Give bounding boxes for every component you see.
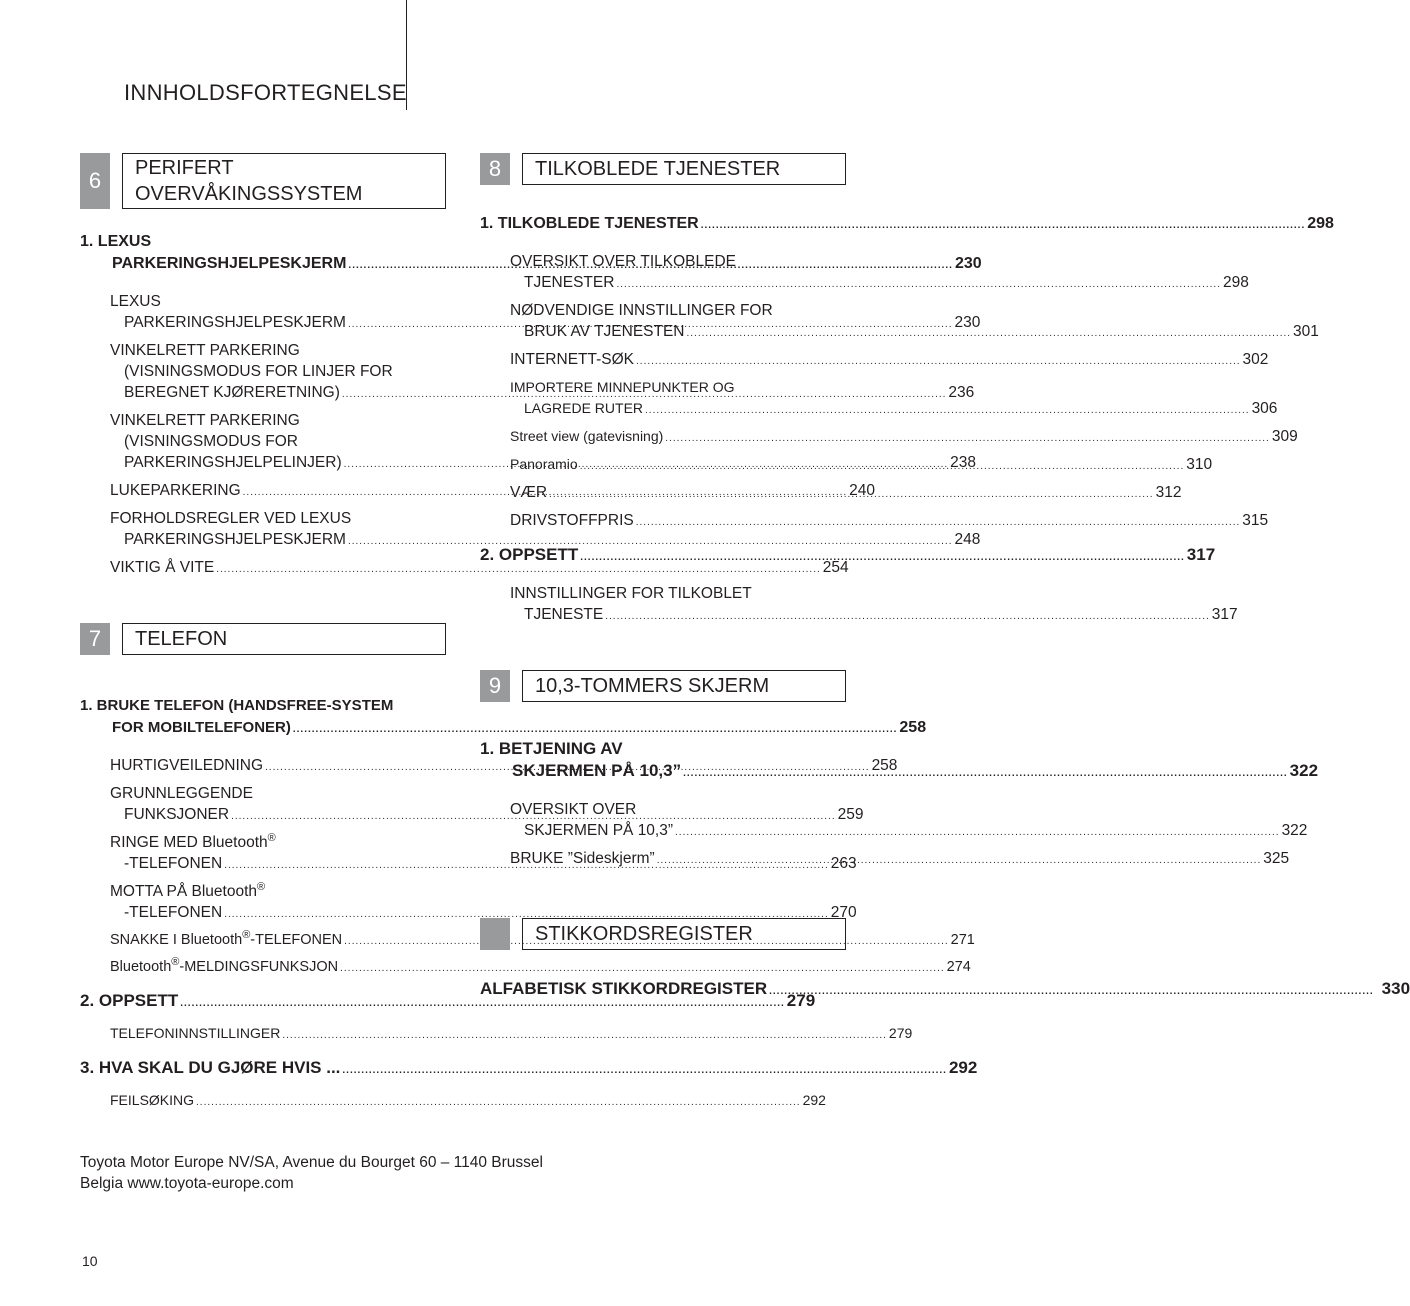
toc-entry[interactable]: IMPORTERE MINNEPUNKTER OG LAGREDE RUTER ..... 306 (510, 377, 846, 421)
toc-entry[interactable]: SNAKKE I Bluetooth®-TELEFONEN ..... 271 (110, 930, 446, 952)
toc-entry[interactable]: LEXUS PARKERINGSHJELPESKJERM ..... 230 (110, 291, 446, 335)
toc-entry[interactable]: LUKEPARKERING ..... 240 (110, 480, 446, 503)
section-6-number: 6 (80, 153, 110, 209)
section-9-title: 10,3-TOMMERS SKJERM (522, 670, 846, 702)
toc-entry[interactable]: HURTIGVEILEDNING ..... 258 (110, 755, 446, 778)
toc-entry-main[interactable]: 2. OPPSETT ..... 317 (480, 544, 846, 569)
toc-entry-main[interactable]: 3. HVA SKAL DU GJØRE HVIS ... ..... 292 (80, 1057, 446, 1082)
toc-entry[interactable]: Street view (gatevisning) ..... 309 (510, 426, 846, 449)
toc-entry[interactable]: Bluetooth®-MELDINGSFUNKSJON ..... 274 (110, 957, 446, 979)
section-8-header[interactable] (480, 153, 846, 185)
toc-entry[interactable]: VINKELRETT PARKERING (VISNINGSMODUS FOR LINJER FOR BEREGNET KJØRERETNING) ..... 236 (110, 340, 446, 405)
section-9-number: 9 (480, 670, 510, 702)
publisher-footer (80, 1152, 543, 1194)
toc-entry-main[interactable]: 2. OPPSETT ..... 279 (80, 990, 446, 1015)
toc-entry[interactable]: VÆR ..... 312 (510, 482, 846, 505)
section-6-title: PERIFERT OVERVÅKINGSSYSTEM (122, 153, 446, 209)
section-7-title: TELEFON (122, 623, 446, 655)
toc-entry[interactable]: FEILSØKING ..... 292 (110, 1090, 446, 1113)
toc-entry[interactable]: FORHOLDSREGLER VED LEXUS PARKERINGSHJELPESKJERM ..... 248 (110, 508, 446, 552)
toc-entry[interactable]: BRUKE ”Sideskjerm” ..... 325 (510, 848, 846, 871)
toc-entry[interactable]: RINGE MED Bluetooth® -TELEFONEN ..... 263 (110, 832, 446, 876)
index-section-marker (480, 918, 510, 950)
toc-entry-main[interactable]: ALFABETISK STIKKORDREGISTER ..... 330 (480, 978, 846, 1003)
section-7-header[interactable] (80, 623, 446, 655)
toc-entry[interactable]: VINKELRETT PARKERING (VISNINGSMODUS FOR PARKERINGSHJELPELINJER) ..... 238 (110, 410, 446, 475)
section-6-header[interactable] (80, 153, 446, 209)
toc-entry-main[interactable]: 1. BETJENING AV SKJERMEN PÅ 10,3” ..... 322 (480, 738, 846, 785)
section-8-title: TILKOBLEDE TJENESTER (522, 153, 846, 185)
toc-entry[interactable]: OVERSIKT OVER TILKOBLEDE TJENESTER ..... 298 (510, 251, 846, 295)
page-number: 10 (82, 1253, 98, 1269)
toc-entry-main[interactable]: 1. TILKOBLEDE TJENESTER ..... 298 (480, 213, 846, 237)
page-title: INNHOLDSFORTEGNELSE (124, 80, 407, 105)
toc-entry[interactable]: GRUNNLEGGENDE FUNKSJONER ..... 259 (110, 783, 446, 827)
section-7-number: 7 (80, 623, 110, 655)
toc-entry[interactable]: NØDVENDIGE INNSTILLINGER FOR BRUK AV TJENESTEN ..... 301 (510, 300, 846, 344)
section-9-header[interactable] (480, 670, 846, 702)
index-section-title: STIKKORDSREGISTER (522, 918, 846, 950)
toc-entry-main[interactable]: 1. LEXUS PARKERINGSHJELPESKJERM ..... 230 (80, 231, 446, 277)
footer-line-2: Belgia www.toyota-europe.com (80, 1175, 294, 1192)
toc-entry[interactable]: OVERSIKT OVER SKJERMEN PÅ 10,3” ..... 322 (510, 799, 846, 843)
toc-entry[interactable]: INTERNETT-SØK ..... 302 (510, 349, 846, 372)
toc-entry-main[interactable]: 1. BRUKE TELEFON (HANDSFREE-SYSTEM FOR MOBILTELEFONER) ..... 258 (80, 695, 446, 741)
section-8-number: 8 (480, 153, 510, 185)
footer-line-1: Toyota Motor Europe NV/SA, Avenue du Bourget 60 – 1140 Brussel (80, 1154, 543, 1171)
toc-entry[interactable]: DRIVSTOFFPRIS ..... 315 (510, 510, 846, 533)
toc-entry[interactable]: MOTTA PÅ Bluetooth® -TELEFONEN ..... 270 (110, 881, 446, 925)
toc-entry[interactable]: VIKTIG Å VITE ..... 254 (110, 557, 446, 580)
toc-entry[interactable]: INNSTILLINGER FOR TILKOBLET TJENESTE ..... 317 (510, 583, 846, 627)
toc-entry[interactable]: TELEFONINNSTILLINGER ..... 279 (110, 1023, 446, 1046)
toc-entry[interactable]: Panoramio ..... 310 (510, 454, 846, 477)
index-section-header[interactable] (480, 918, 846, 950)
